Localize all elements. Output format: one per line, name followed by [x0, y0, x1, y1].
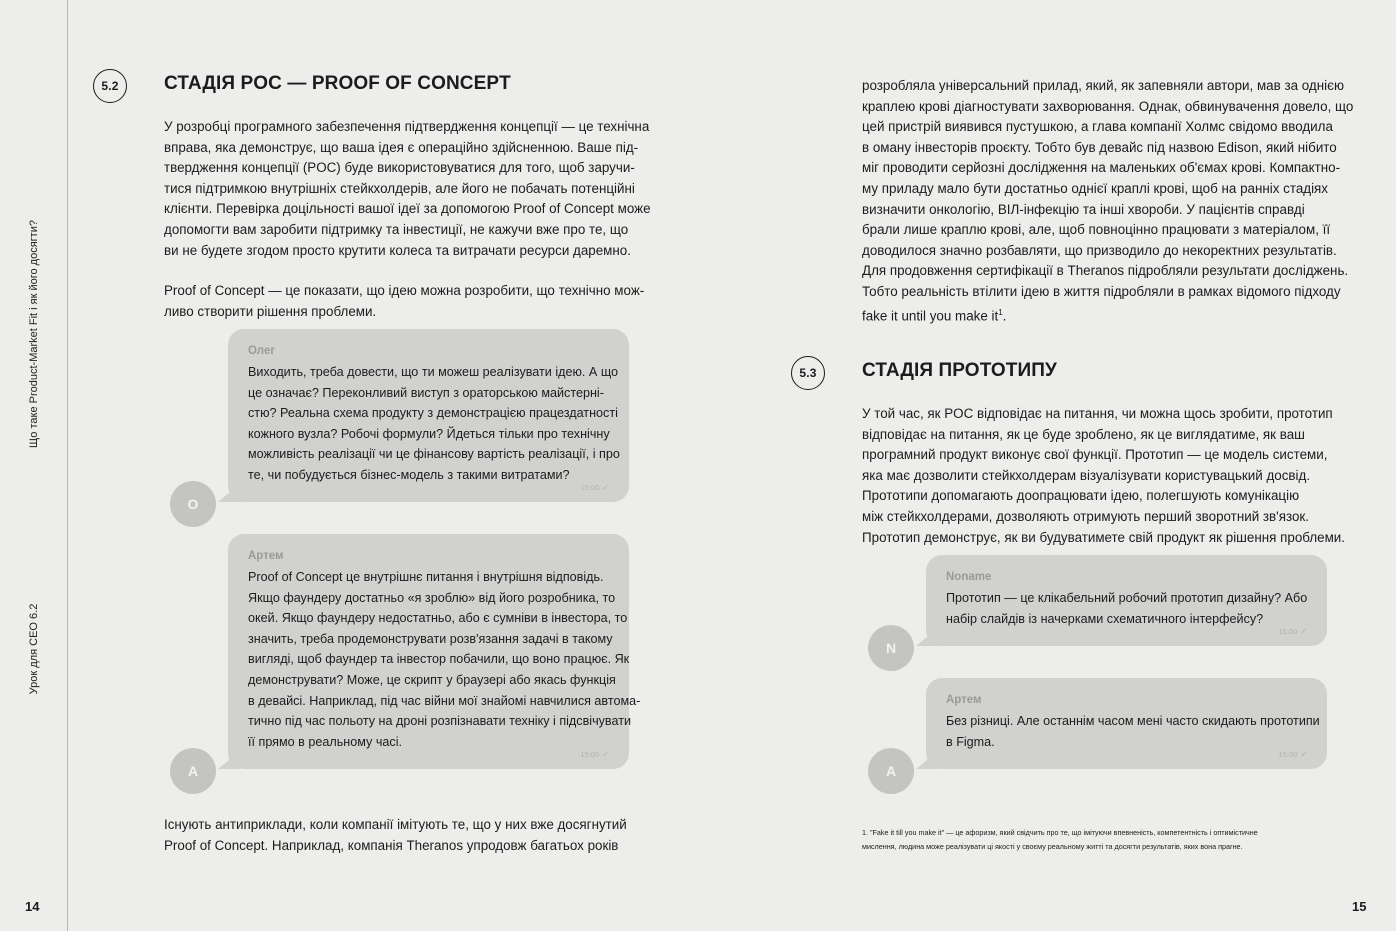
- section-number-badge: 5.3: [791, 356, 825, 390]
- chat-author: Артем: [248, 550, 284, 562]
- chat-bubble: [228, 329, 629, 502]
- avatar: А: [868, 748, 914, 794]
- section-title: СТАДІЯ ПРОТОТИПУ: [862, 360, 1057, 381]
- running-lesson-title: Урок для CEO 6.2: [28, 603, 40, 695]
- footnote: 1. "Fake it till you make it" — це афоризм, який свідчить про те, що імітуючи впевненість, компетентність і оптимістичне мислення, людина може реалізувати ці якості у своєму реальному житті та досягти результатів, яких вона прагне.: [862, 828, 1258, 851]
- message-timestamp: 15:00 ✓: [580, 750, 609, 759]
- read-check-icon: ✓: [602, 483, 609, 492]
- chat-author: Артем: [946, 694, 982, 706]
- read-check-icon: ✓: [602, 750, 609, 759]
- avatar: N: [868, 625, 914, 671]
- chat-message: Без різниці. Але останнім часом мені часто скидають прототипи в Figma.: [946, 714, 1320, 749]
- body-paragraph: У той час, як POC відповідає на питання, чи можна щось зробити, прототип відповідає на питання, як це буде зроблено, як це виглядатиме, як ваш програмний продукт виконує свої функції. Прототип — це модель системи, яка має дозволити стейкхолдерам візуалізувати користувацький досвід. Прототипи допомагають доопрацювати ідею, полегшують комунікацію між стейкхолдерами, дозволяють отримують перший зворотний зв'язок. Прототип демонструє, як ви будуватимете свій продукт як рішення проблеми.: [862, 406, 1346, 545]
- page-number-right: 15: [1352, 899, 1367, 914]
- chat-author: Олег: [248, 345, 276, 357]
- message-timestamp: 15:00 ✓: [1278, 750, 1307, 759]
- page-margin-divider: [67, 0, 68, 931]
- chat-author: Noname: [946, 571, 992, 583]
- chat-message: Proof of Concept це внутрішнє питання і внутрішня відповідь. Якщо фаундеру достатньо «я зроблю» від його розробника, то окей. Якщо фаундеру недостатньо, або є сумніви в інвестора, то значить, треба продемонструвати розв'язання задачі в такому вигляді, щоб фаундер та інвестор побачили, що воно працює. Як демонструвати? Може, це скрипт у браузері або якась функція в девайсі. Наприклад, під час війни мої знайомі навчилися автома- тично під час польоту на дроні розпізнавати техніку і підсвічувати її прямо в реальному часі.: [248, 570, 641, 749]
- avatar: О: [170, 481, 216, 527]
- body-paragraph: Proof of Concept — це показати, що ідею можна розробити, що технічно мож- ливо створити рішення проблеми.: [164, 283, 645, 319]
- chat-bubble: [228, 534, 641, 769]
- body-paragraph: Існують антиприклади, коли компанії імітують те, що у них вже досягнутий Proof of Concept. Наприклад, компанія Theranos упродовж багатьох років: [164, 817, 627, 853]
- chat-message: Прототип — це клікабельний робочий прототип дизайну? Або набір слайдів із начерками схематичного інтерфейсу?: [946, 591, 1308, 626]
- section-number-badge: 5.2: [93, 69, 127, 103]
- section-title: СТАДІЯ POC — PROOF OF CONCEPT: [164, 73, 511, 94]
- read-check-icon: ✓: [1300, 750, 1307, 759]
- read-check-icon: ✓: [1300, 627, 1307, 636]
- page-number-left: 14: [25, 899, 40, 914]
- footnote-reference: 1: [998, 307, 1003, 317]
- body-paragraph: У розробці програмного забезпечення підтвердження концепції — це технічна вправа, яка демонструє, що ваша ідея є операційно здійсненною. Ваше під- твердження концепції (POC) буде використовуватися для того, щоб заручи- тися підтримкою внутрішніх стейкхолдерів, але його не побачать потенційні клієнти. Перевірка доцільності вашої ідеї за допомогою Proof of Concept може допомогти вам заробити підтримку та інвестиції, не кажучи вже про те, що ви не будете згодом просто крутити колеса та витрачати ресурси даремно.: [164, 119, 651, 258]
- body-paragraph: розробляла універсальний прилад, який, як запевняли автори, мав за однією краплею крові діагностувати захворювання. Однак, обвинувачення довело, що цей пристрій виявився пустушкою, а глава компанії Холмс свідомо вводила в оману інвесторів проєкту. Тобто був девайс під назвою Edison, який нібито міг проводити серйозні дослідження на маленьких об'ємах крові. Компактно- му приладу мало бути достатньо однієї краплі крові, щоб на ранніх стадіях визначити онкологію, ВІЛ-інфекцію та інші хвороби. У пацієнтів справді брали лише краплю крові, але, щоб повноцінно працювати з матеріалом, її доводилося значно розбавляти, що призводило до некоректних результатів. Для продовження сертифікації в Theranos підробляли результати досліджень. Тобто реальність втілити ідею в життя підробляли в рамках відомого підходу fake it until you make $it^1$.: [862, 78, 1354, 323]
- message-timestamp: 15:00 ✓: [1278, 627, 1307, 636]
- chat-bubble: [926, 555, 1327, 646]
- chat-bubble: [926, 678, 1327, 769]
- message-timestamp: 15:00 ✓: [580, 483, 609, 492]
- chat-message: Виходить, треба довести, що ти можеш реалізувати ідею. А що це означає? Переконливий виступ з ораторською майстерні- стю? Реальна схема продукту з демонстрацією працездатності кожного вузла? Робочі формули? Йдеться тільки про технічну можливість реалізації чи це фінансову вартість реалізації, і про те, чи побудується бізнес-модель з такими витратами?: [248, 365, 620, 482]
- running-book-title: Що таке Product-Market Fit і як його досягти?: [28, 220, 40, 448]
- avatar: А: [170, 748, 216, 794]
